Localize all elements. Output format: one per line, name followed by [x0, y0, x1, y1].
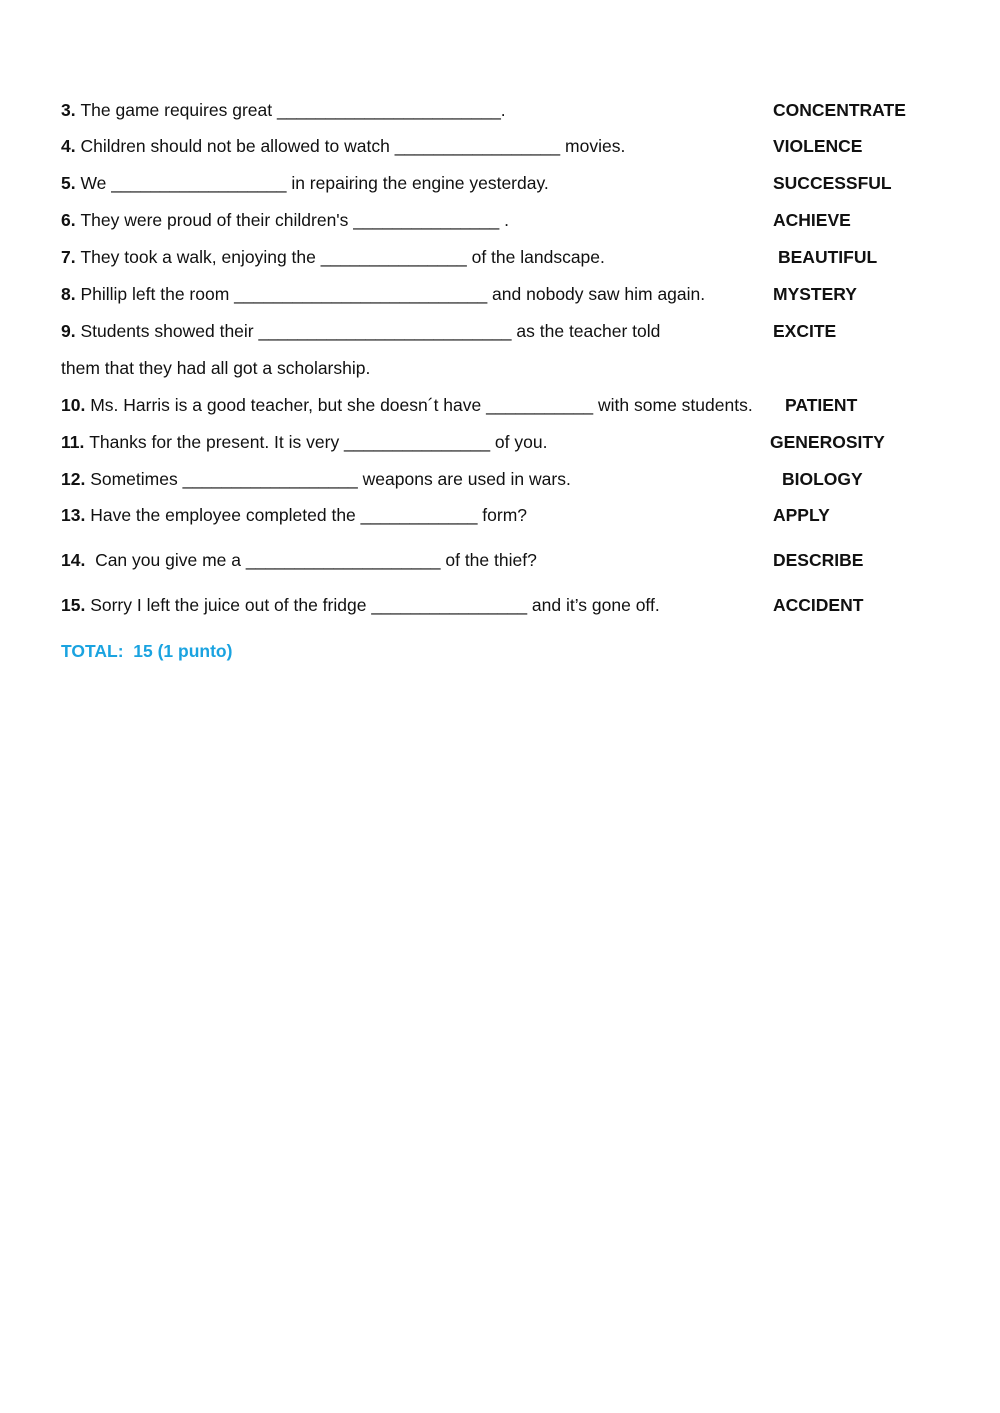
item-sentence: They were proud of their children's _______________ .: [80, 210, 509, 230]
item-root-word: ACCIDENT: [773, 595, 864, 615]
exercise-item-13: [61, 503, 961, 527]
item-number: 8.: [61, 284, 81, 304]
item-root-word: EXCITE: [773, 321, 837, 341]
item-sentence: them that they had all got a scholarship.: [61, 358, 371, 378]
item-sentence: Sometimes __________________ weapons are used in wars.: [90, 469, 571, 489]
item-number: 3.: [61, 100, 81, 120]
exercise-item-12: [61, 467, 961, 491]
item-sentence: Students showed their __________________________ as the teacher told: [80, 321, 661, 341]
exercise-item-9-continued: [61, 356, 961, 380]
item-number: 11.: [61, 432, 90, 452]
item-root-word: PATIENT: [785, 395, 858, 415]
item-root-word: CONCENTRATE: [773, 100, 906, 120]
exercise-item-3: [61, 98, 961, 122]
exercise-item-7: [61, 245, 961, 269]
item-number: 7.: [61, 247, 81, 267]
item-sentence: They took a walk, enjoying the _______________ of the landscape.: [80, 247, 605, 267]
exercise-item-9: [61, 319, 961, 343]
item-sentence: Ms. Harris is a good teacher, but she doesn´t have ___________ with some students.: [90, 395, 753, 415]
exercise-item-5: [61, 171, 961, 195]
item-number: 13.: [61, 505, 91, 525]
exercise-item-6: [61, 208, 961, 232]
item-sentence: Can you give me a ____________________ of the thief?: [90, 550, 537, 570]
item-sentence: Sorry I left the juice out of the fridge ________________ and it’s gone off.: [90, 595, 660, 615]
exercise-item-15: [61, 593, 961, 617]
item-sentence: Phillip left the room __________________________ and nobody saw him again.: [80, 284, 706, 304]
item-root-word: ACHIEVE: [773, 210, 851, 230]
exercise-item-14: [61, 548, 961, 572]
item-sentence: Have the employee completed the ____________ form?: [90, 505, 528, 525]
item-number: 15.: [61, 595, 91, 615]
item-root-word: BEAUTIFUL: [778, 247, 878, 267]
item-sentence: We __________________ in repairing the engine yesterday.: [80, 173, 549, 193]
item-number: 12.: [61, 469, 91, 489]
total-score: TOTAL: 15 (1 punto): [61, 641, 233, 661]
item-root-word: MYSTERY: [773, 284, 857, 304]
item-root-word: SUCCESSFUL: [773, 173, 892, 193]
item-number: 4.: [61, 136, 81, 156]
item-sentence: Thanks for the present. It is very _______________ of you.: [89, 432, 548, 452]
item-number: 5.: [61, 173, 81, 193]
exercise-item-11: [61, 430, 961, 454]
item-root-word: GENEROSITY: [770, 432, 885, 452]
exercise-item-10: [61, 393, 961, 417]
item-number: 14.: [61, 550, 91, 570]
item-root-word: DESCRIBE: [773, 550, 864, 570]
item-number: 6.: [61, 210, 81, 230]
item-root-word: BIOLOGY: [782, 469, 863, 489]
exercise-item-8: [61, 282, 961, 306]
item-number: 10.: [61, 395, 91, 415]
item-root-word: VIOLENCE: [773, 136, 863, 156]
exercise-item-4: [61, 134, 961, 158]
item-sentence: The game requires great _______________________.: [80, 100, 506, 120]
item-sentence: Children should not be allowed to watch _________________ movies.: [80, 136, 626, 156]
item-number: 9.: [61, 321, 81, 341]
item-root-word: APPLY: [773, 505, 830, 525]
